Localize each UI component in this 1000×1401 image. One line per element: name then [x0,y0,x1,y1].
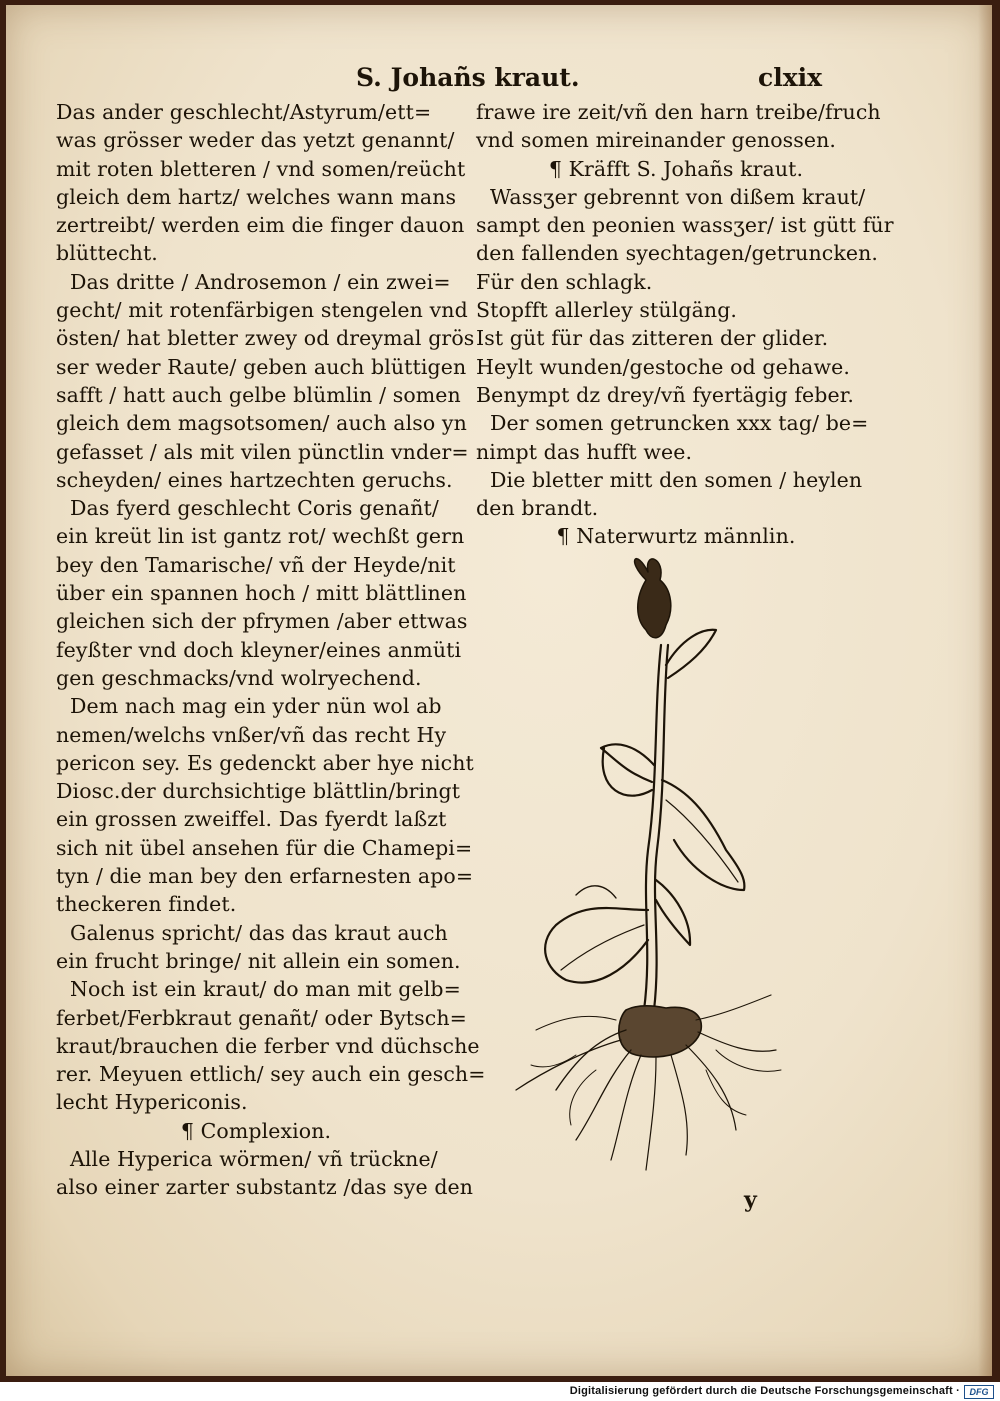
running-title: S. Johañs kraut. [356,63,580,92]
text-line: ein grossen zweiffel. Das fyerdt laßzt [56,807,447,832]
right-text-column [476,98,894,551]
footer-credit: Digitalisierung gefördert durch die Deutsche Forschungsgemeinschaft · [569,1385,960,1397]
text-line: tyn / die man bey den erfarnesten apo= [56,864,474,889]
text-line: zertreibt/ werden eim die finger dauon [56,213,465,238]
text-line: safft / hatt auch gelbe blümlin / somen [56,382,461,407]
text-line: mit roten bletteren / vnd somen/reücht [56,156,466,181]
text-line: ¶ Kräfft S. Johañs kraut. [548,156,804,181]
text-line: ferbet/Ferbkraut genañt/ oder Bytsch= [56,1005,467,1030]
text-line: Die bletter mitt den somen / heylen [490,467,863,492]
text-line: Noch ist ein kraut/ do man mit gelb= [70,977,461,1002]
text-line: Benympt dz drey/vñ fyertägig feber. [476,382,854,407]
text-line: ¶ Naterwurtz männlin. [556,524,796,549]
text-line: Heylt wunden/gestoche od gehawe. [476,354,850,379]
text-line: pericon sey. Es gedenckt aber hye nicht [56,750,474,775]
dfg-logo-badge: DFG [964,1385,994,1399]
folio-number: clxix [758,63,823,92]
text-line: gleich dem hartz/ welches wann mans [56,184,457,209]
text-line: Ist güt für das zitteren der glider. [476,326,829,351]
text-line: ein frucht bringe/ nit allein ein somen. [56,948,461,973]
text-line: Das dritte / Androsemon / ein zwei= [70,269,451,294]
text-line: gefasset / als mit vilen pünctlin vnder= [56,439,469,464]
text-line: bey den Tamarische/ vñ der Heyde/nit [56,552,456,577]
footer-bar [0,1382,1000,1401]
text-line: Diosc.der durchsichtige blättlin/bringt [56,779,461,804]
text-line: Der somen getruncken xxx tag/ be= [490,411,869,436]
text-line: nemen/welchs vnßer/vñ das recht Hy [56,722,447,747]
text-line: Dem nach mag ein yder nün wol ab [70,694,442,719]
naterwurtz-plant-woodcut [476,550,806,1190]
text-line: ein kreüt lin ist gantz rot/ wechßt gern [56,524,465,549]
text-line: östen/ hat bletter zwey od dreymal grös [56,326,475,351]
text-line: Für den schlagk. [476,269,653,294]
text-line: vnd somen mireinander genossen. [476,128,837,153]
text-line: über ein spannen hoch / mitt blättlinen [56,581,467,606]
text-line: frawe ire zeit/vñ den harn treibe/fruch [476,100,881,124]
text-line: also einer zarter substantz /das sye den [56,1175,474,1200]
text-line: ser weder Raute/ geben auch blüttigen [56,354,467,379]
text-line: den fallenden syechtagen/getruncken. [476,241,878,266]
text-line: Das fyerd geschlecht Coris genañt/ [70,496,439,521]
text-line: sich nit übel ansehen für die Chamepi= [56,835,473,860]
text-line: scheyden/ eines hartzechten geruchs. [56,467,453,492]
text-line: gleich dem magsotsomen/ auch also yn [56,411,467,436]
text-line: Galenus spricht/ das das kraut auch [70,920,448,945]
book-page [6,5,992,1376]
text-line: kraut/brauchen die ferber vnd düchsche [56,1033,480,1058]
text-line: gleichen sich der pfrymen /aber ettwas [56,609,468,634]
text-line: blüttecht. [56,241,158,266]
text-line: Wassʒer gebrennt von dißem kraut/ [490,184,866,209]
text-line: den brandt. [476,496,599,521]
text-line: Stopfft allerley stülgäng. [476,298,738,323]
text-line: Alle Hyperica wörmen/ vñ trückne/ [70,1146,438,1171]
text-line: theckeren findet. [56,892,237,917]
text-line: ¶ Complexion. [180,1118,332,1143]
text-line: was grösser weder das yetzt genannt/ [56,128,455,153]
text-line: gen geschmacks/vnd wolryechend. [56,665,422,690]
text-line: lecht Hypericonis. [56,1090,248,1115]
text-line: gecht/ mit rotenfärbigen stengelen vnd [56,298,468,323]
text-line: sampt den peonien wassʒer/ ist gütt für [476,213,894,238]
text-line: Das ander geschlecht/Astyrum/ett= [56,100,432,124]
signature-mark: y [744,1187,757,1213]
text-line: nimpt das hufft wee. [476,439,693,464]
text-line: feyßter vnd doch kleyner/eines anmüti [56,637,462,662]
left-text-column [56,98,486,1202]
text-line: rer. Meyuen ettlich/ sey auch ein gesch= [56,1062,486,1087]
